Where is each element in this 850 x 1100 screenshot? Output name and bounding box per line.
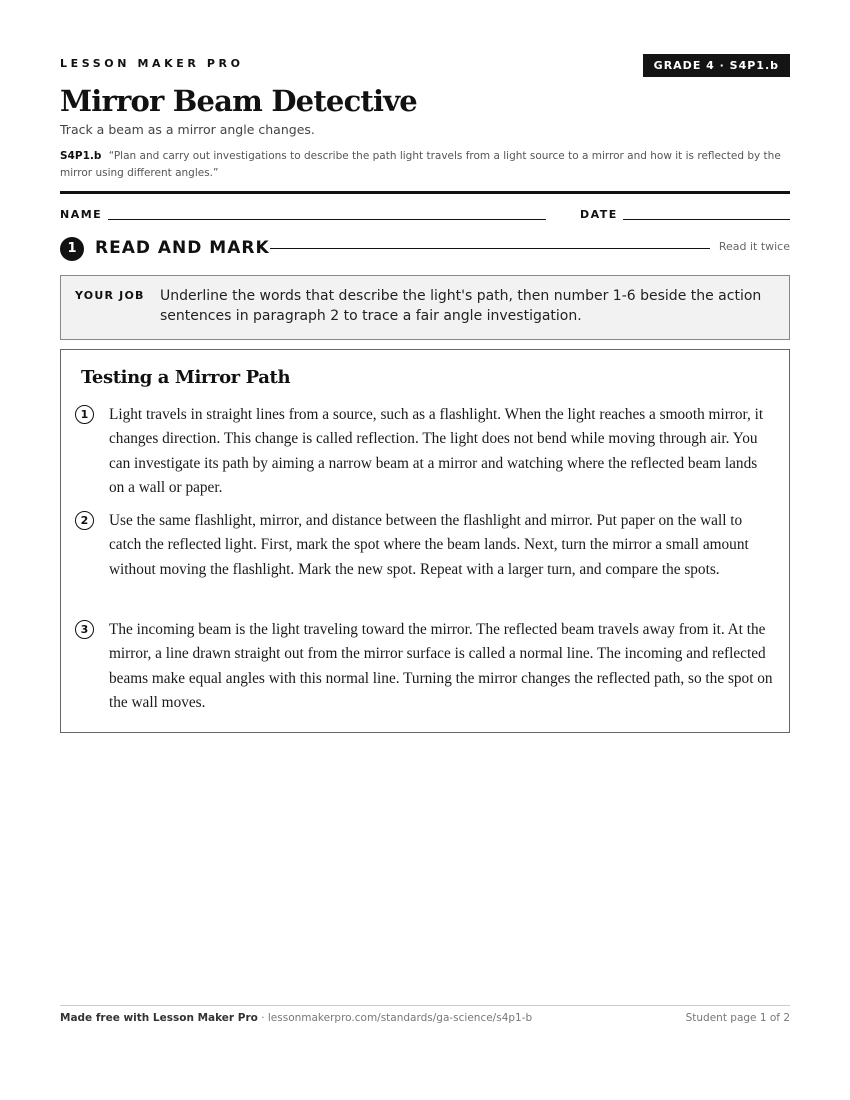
date-field[interactable] (623, 219, 790, 220)
your-job-instructions: Underline the words that describe the light's path, then number 1-6 beside the action sentences in paragraph 2 to trace a fair angle investigation. (160, 288, 762, 324)
footer-url[interactable]: · lessonmakerpro.com/standards/ga-science/s4p1-b (257, 1012, 533, 1024)
name-label: NAME (60, 208, 103, 221)
passage-title: Testing a Mirror Path (81, 367, 291, 388)
brand-name: LESSON MAKER PRO (60, 57, 244, 70)
header-divider (60, 191, 790, 194)
paragraph-text: The incoming beam is the light traveling toward the mirror. The reflected beam travels away from it. At the mirror, a line drawn straight out from the mirror surface is called a normal line. The incoming and reflected beams make equal angles with this normal line. Turning the mirror changes the reflected path, so the spot on the wall moves. (109, 621, 773, 711)
page-title: Mirror Beam Detective (60, 84, 417, 118)
section-title: READ AND MARK (95, 238, 270, 258)
paragraph-number: 3 (75, 620, 94, 639)
standard-statement (60, 148, 790, 182)
paragraph-number: 2 (75, 511, 94, 530)
paragraph-number: 1 (75, 405, 94, 424)
standard-text: “Plan and carry out investigations to describe the path light travels from a light source to a mirror and how it is reflected by the mirror using different angles.” (60, 150, 781, 179)
name-date-row (60, 207, 790, 223)
section-note: Read it twice (718, 240, 790, 253)
footer-credit (60, 1012, 532, 1024)
section-header (60, 236, 790, 260)
your-job-box (60, 275, 790, 340)
paragraph-text: Light travels in straight lines from a source, such as a flashlight. When the light reaches a smooth mirror, it changes direction. This change is called reflection. The light does not bend while moving through air. You can investigate its path by aiming a narrow beam at a mirror and watching where the reflected beam lands on a wall or paper. (109, 406, 764, 496)
section-number-badge: 1 (60, 237, 84, 261)
your-job-label: YOUR JOB (75, 289, 145, 302)
reading-passage (60, 349, 790, 733)
footer-divider (60, 1005, 790, 1006)
footer-made-with: Made free with Lesson Maker Pro (60, 1012, 258, 1024)
footer-page-number: Student page 1 of 2 (685, 1012, 790, 1024)
section-rule (270, 248, 710, 249)
grade-badge: GRADE 4 · S4P1.b (643, 54, 790, 77)
name-field[interactable] (108, 219, 546, 220)
standard-code: S4P1.b (60, 150, 102, 162)
paragraph-text: Use the same flashlight, mirror, and distance between the flashlight and mirror. Put paper on the wall to catch the reflected light. First, mark the spot where the beam lands. Next, turn the mirror a small amount without moving the flashlight. Mark the new spot. Repeat with a larger turn, and compare the spots. (109, 512, 749, 578)
page-subtitle: Track a beam as a mirror angle changes. (60, 122, 315, 137)
date-label: DATE (580, 208, 618, 221)
